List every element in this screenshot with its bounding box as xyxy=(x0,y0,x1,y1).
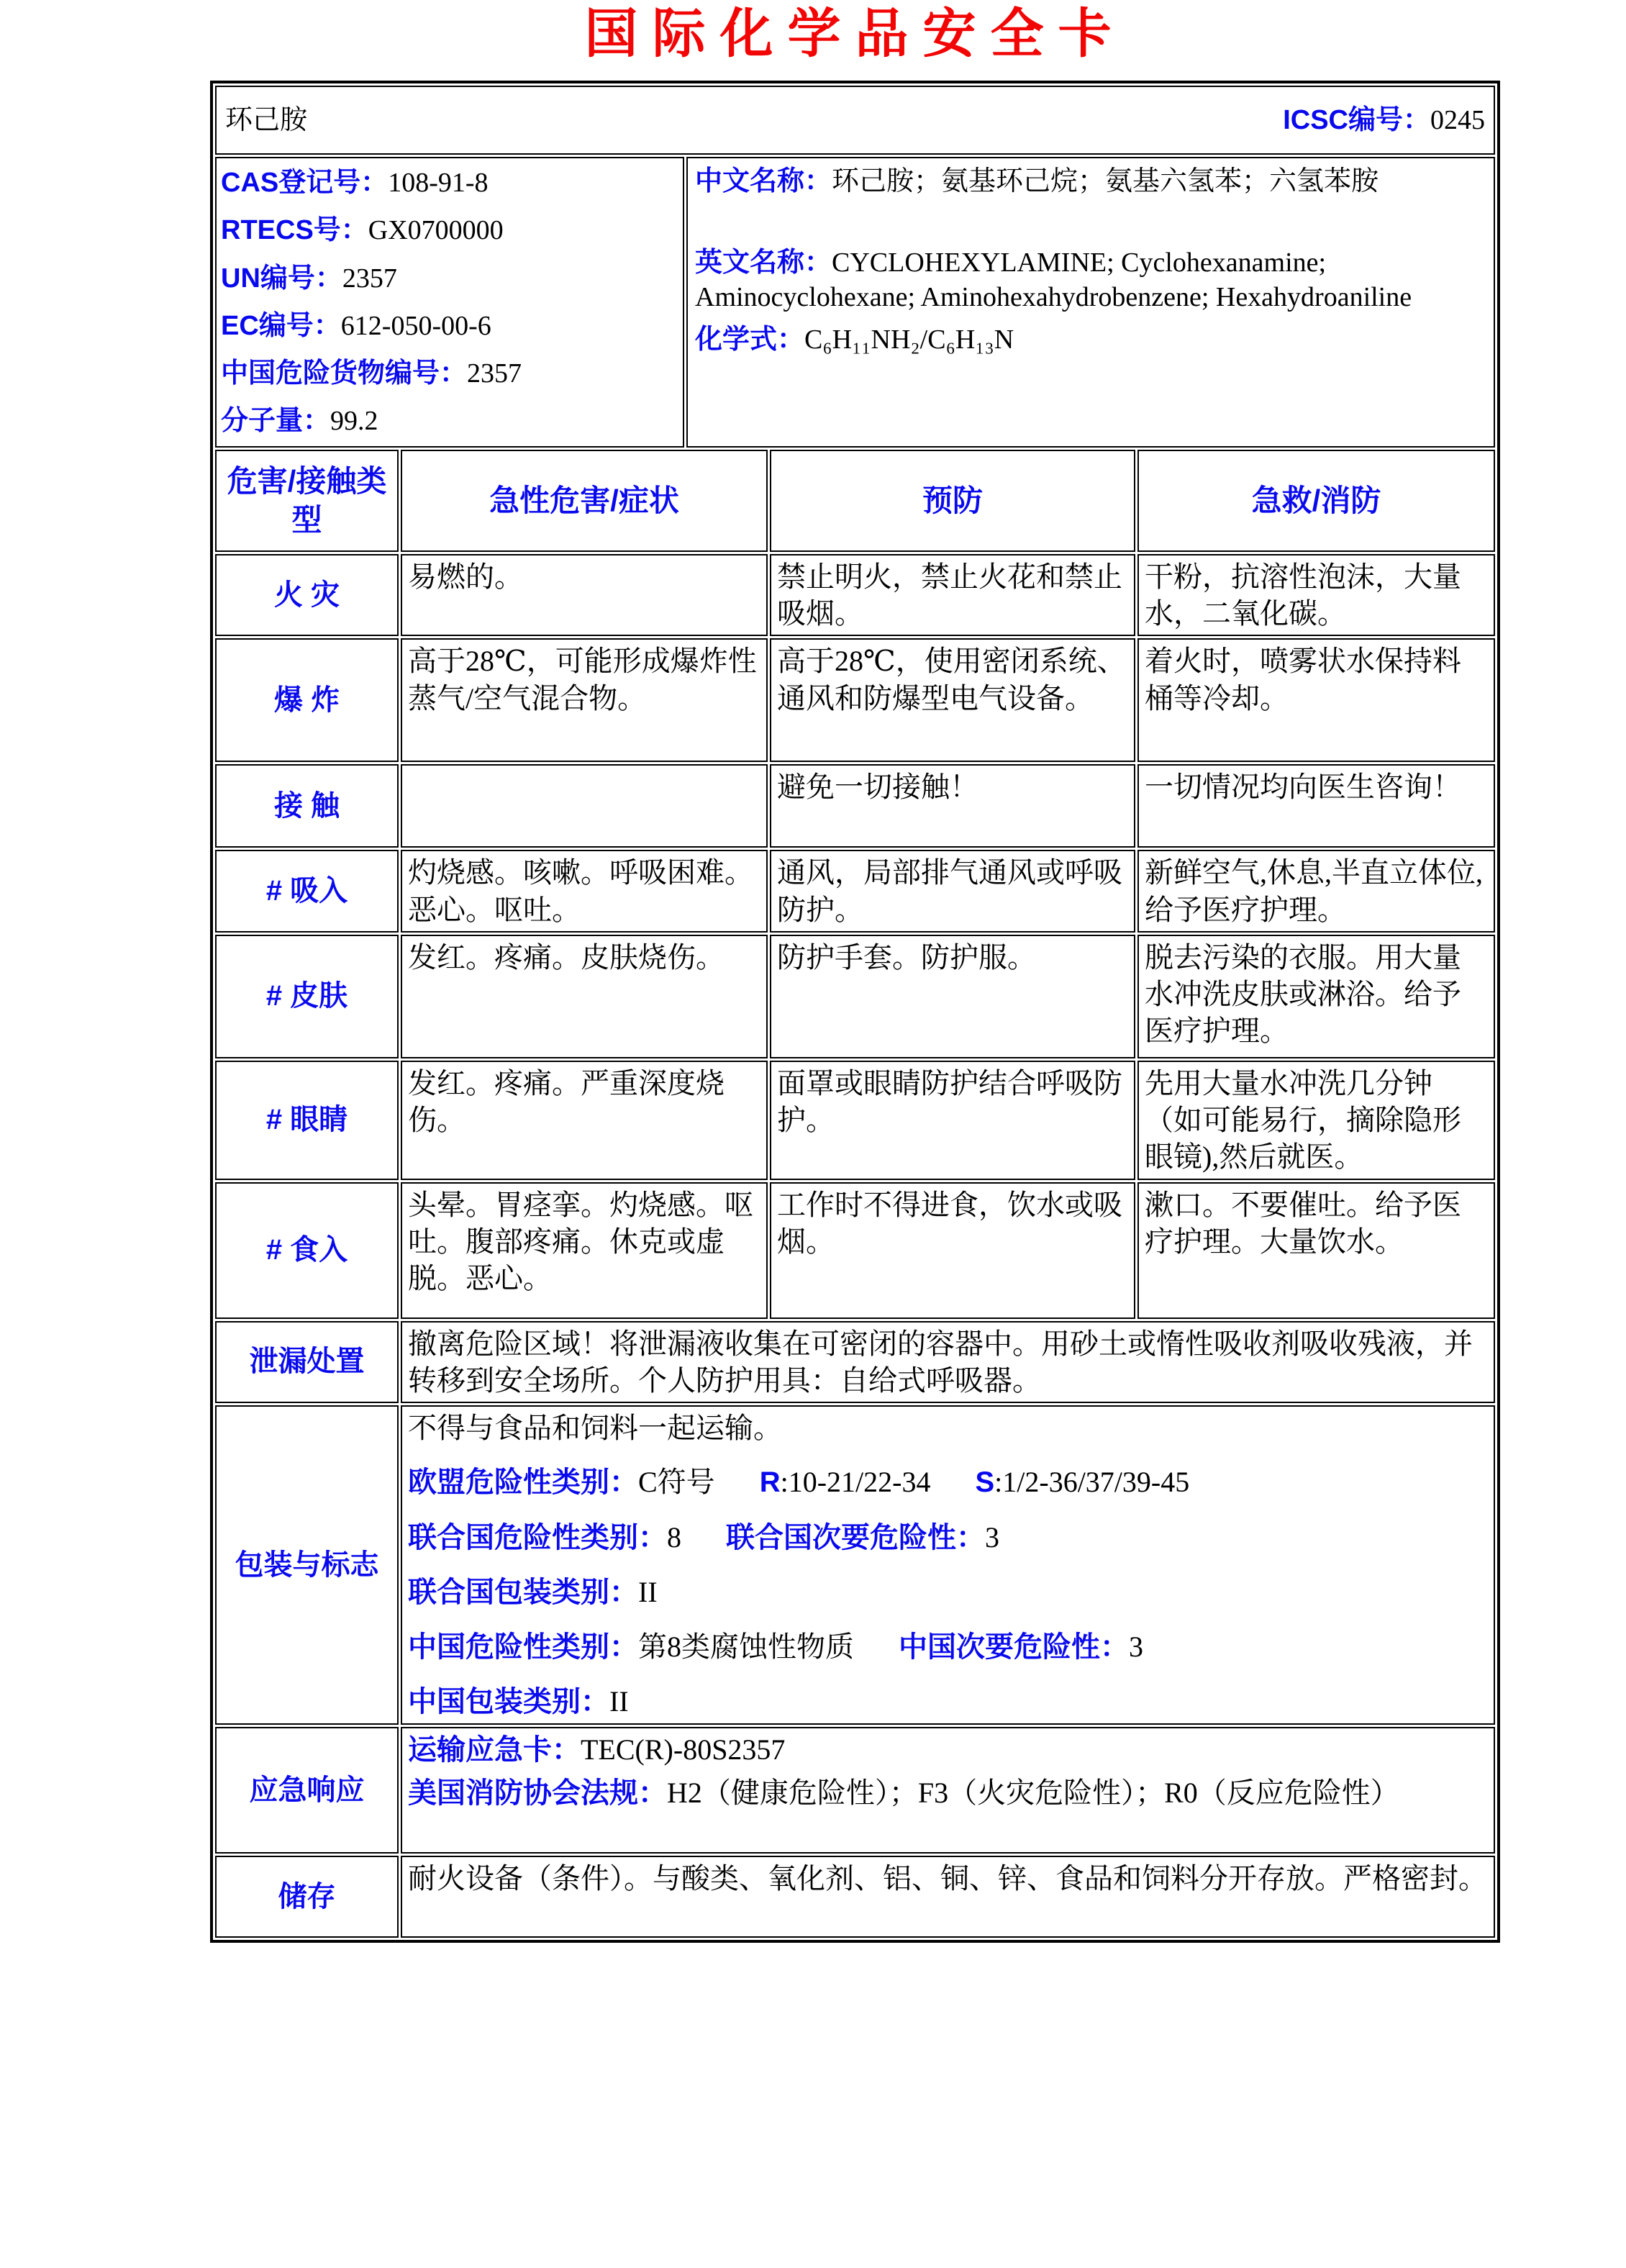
icsc-card xyxy=(210,81,1500,1943)
identity-names-cell xyxy=(686,157,1495,448)
skin-prevention: 防护手套。防护服。 xyxy=(770,935,1135,1058)
row-label-storage: 储存 xyxy=(215,1856,399,1938)
hazard-row-inhalation xyxy=(215,850,1495,932)
fire-symptoms: 易燃的。 xyxy=(401,554,768,636)
packaging-row xyxy=(215,1405,1495,1725)
name-row xyxy=(215,86,1495,155)
contact-symptoms xyxy=(401,764,768,848)
storage-text: 耐火设备（条件）。与酸类、氧化剂、铝、铜、锌、食品和饲料分开存放。严格密封。 xyxy=(401,1856,1495,1938)
ec-number: EC编号：612-050-00-6 xyxy=(221,310,491,341)
hazard-row-ingestion xyxy=(215,1182,1495,1319)
header-firstaid: 急救/消防 xyxy=(1137,450,1495,552)
ingestion-symptoms: 头晕。胃痉挛。灼烧感。呕吐。腹部疼痛。休克或虚脱。恶心。 xyxy=(401,1182,768,1319)
ingestion-prevention: 工作时不得进食，饮水或吸烟。 xyxy=(770,1182,1135,1319)
packaging-cn-line: 中国危险性类别：第8类腐蚀性物质 中国次要危险性：3 xyxy=(408,1630,1143,1663)
fire-firstaid: 干粉，抗溶性泡沫，大量水，二氧化碳。 xyxy=(1137,554,1495,636)
rtecs-number: RTECS号：GX0700000 xyxy=(221,215,504,246)
row-label-packaging: 包装与标志 xyxy=(215,1405,399,1725)
row-label-spill: 泄漏处置 xyxy=(215,1321,399,1403)
emergency-tec-line: 运输应急卡：TEC(R)-80S2357 xyxy=(408,1733,786,1766)
header-hazard-type: 危害/接触类型 xyxy=(215,450,399,552)
row-label-ingestion: # 食入 xyxy=(215,1182,399,1319)
eyes-symptoms: 发红。疼痛。严重深度烧伤。 xyxy=(401,1061,768,1180)
chinese-names: 中文名称：环己胺；氨基环己烷；氨基六氢苯；六氢苯胺 xyxy=(695,166,1379,196)
inhalation-prevention: 通风，局部排气通风或呼吸防护。 xyxy=(770,850,1135,932)
hazard-row-fire xyxy=(215,554,1495,636)
fire-prevention: 禁止明火，禁止火花和禁止吸烟。 xyxy=(770,554,1135,636)
english-names: 英文名称：CYCLOHEXYLAMINE; Cyclohexanamine; Aminocyclohexane; Aminohexahydrobenzene; Hexahydroaniline xyxy=(695,247,1412,313)
contact-prevention: 避免一切接触！ xyxy=(770,764,1135,848)
emergency-row xyxy=(215,1727,1495,1854)
icsc-number-label: ICSC编号： xyxy=(1283,104,1430,135)
packaging-content xyxy=(401,1405,1495,1725)
spill-row xyxy=(215,1321,1495,1403)
emergency-content xyxy=(401,1727,1495,1854)
icsc-number-group xyxy=(1283,103,1485,138)
row-label-explosion: 爆 炸 xyxy=(215,638,399,762)
inhalation-firstaid: 新鲜空气,休息,半直立体位,给予医疗护理。 xyxy=(1137,850,1495,932)
packaging-un-pack-line: 联合国包装类别：II xyxy=(408,1575,658,1608)
eyes-firstaid: 先用大量水冲洗几分钟（如可能易行，摘除隐形眼镜),然后就医。 xyxy=(1137,1061,1495,1180)
storage-row xyxy=(215,1856,1495,1938)
hazard-row-explosion xyxy=(215,638,1495,762)
emergency-nfpa-line: 美国消防协会法规：H2（健康危险性）；F3（火灾危险性）；R0（反应危险性） xyxy=(408,1777,1399,1810)
hazard-row-eyes xyxy=(215,1061,1495,1180)
un-number: UN编号：2357 xyxy=(221,263,397,294)
row-label-inhalation: # 吸入 xyxy=(215,850,399,932)
inhalation-symptoms: 灼烧感。咳嗽。呼吸困难。恶心。呕吐。 xyxy=(401,850,768,932)
china-dg-number: 中国危险货物编号：2357 xyxy=(221,358,522,389)
explosion-symptoms: 高于28℃，可能形成爆炸性蒸气/空气混合物。 xyxy=(401,638,768,762)
packaging-eu-line: 欧盟危险性类别：C符号 R:10-21/22-34 S:1/2-36/37/39-45 xyxy=(408,1466,1190,1499)
explosion-prevention: 高于28℃，使用密闭系统、通风和防爆型电气设备。 xyxy=(770,638,1135,762)
name-cell xyxy=(215,86,1495,155)
packaging-un-line: 联合国危险性类别：8 联合国次要危险性：3 xyxy=(408,1520,999,1553)
header-prevention: 预防 xyxy=(770,450,1135,552)
chemical-formula: 化学式：C₆H₁₁NH₂/C₆H₁₃N xyxy=(695,324,1014,355)
page-title: 国际化学品安全卡 xyxy=(584,4,1126,63)
packaging-cn-pack-line: 中国包装类别：II xyxy=(408,1685,629,1718)
contact-firstaid: 一切情况均向医生咨询！ xyxy=(1137,764,1495,848)
molecular-weight: 分子量：99.2 xyxy=(221,406,378,437)
identity-row xyxy=(215,157,1495,448)
chemical-name: 环己胺 xyxy=(225,104,308,135)
hazard-row-skin xyxy=(215,935,1495,1058)
hazard-header-row xyxy=(215,450,1495,552)
ingestion-firstaid: 漱口。不要催吐。给予医疗护理。大量饮水。 xyxy=(1137,1182,1495,1319)
identity-registry-cell xyxy=(215,157,684,448)
skin-symptoms: 发红。疼痛。皮肤烧伤。 xyxy=(401,935,768,1058)
row-label-emergency: 应急响应 xyxy=(215,1727,399,1854)
row-label-eyes: # 眼睛 xyxy=(215,1061,399,1180)
icsc-number-value: 0245 xyxy=(1430,104,1485,135)
packaging-transport-note: 不得与食品和饲料一起运输。 xyxy=(408,1412,782,1445)
skin-firstaid: 脱去污染的衣服。用大量水冲洗皮肤或淋浴。给予医疗护理。 xyxy=(1137,935,1495,1058)
hazard-row-contact xyxy=(215,764,1495,848)
eyes-prevention: 面罩或眼睛防护结合呼吸防护。 xyxy=(770,1061,1135,1180)
row-label-contact: 接 触 xyxy=(215,764,399,848)
row-label-skin: # 皮肤 xyxy=(215,935,399,1058)
row-label-fire: 火 灾 xyxy=(215,554,399,636)
header-acute-symptoms: 急性危害/症状 xyxy=(401,450,768,552)
cas-number: CAS登记号：108-91-8 xyxy=(221,168,489,198)
spill-text: 撤离危险区域！将泄漏液收集在可密闭的容器中。用砂土或惰性吸收剂吸收残液，并转移到安全场所。个人防护用具：自给式呼吸器。 xyxy=(401,1321,1495,1403)
explosion-firstaid: 着火时，喷雾状水保持料桶等冷却。 xyxy=(1137,638,1495,762)
